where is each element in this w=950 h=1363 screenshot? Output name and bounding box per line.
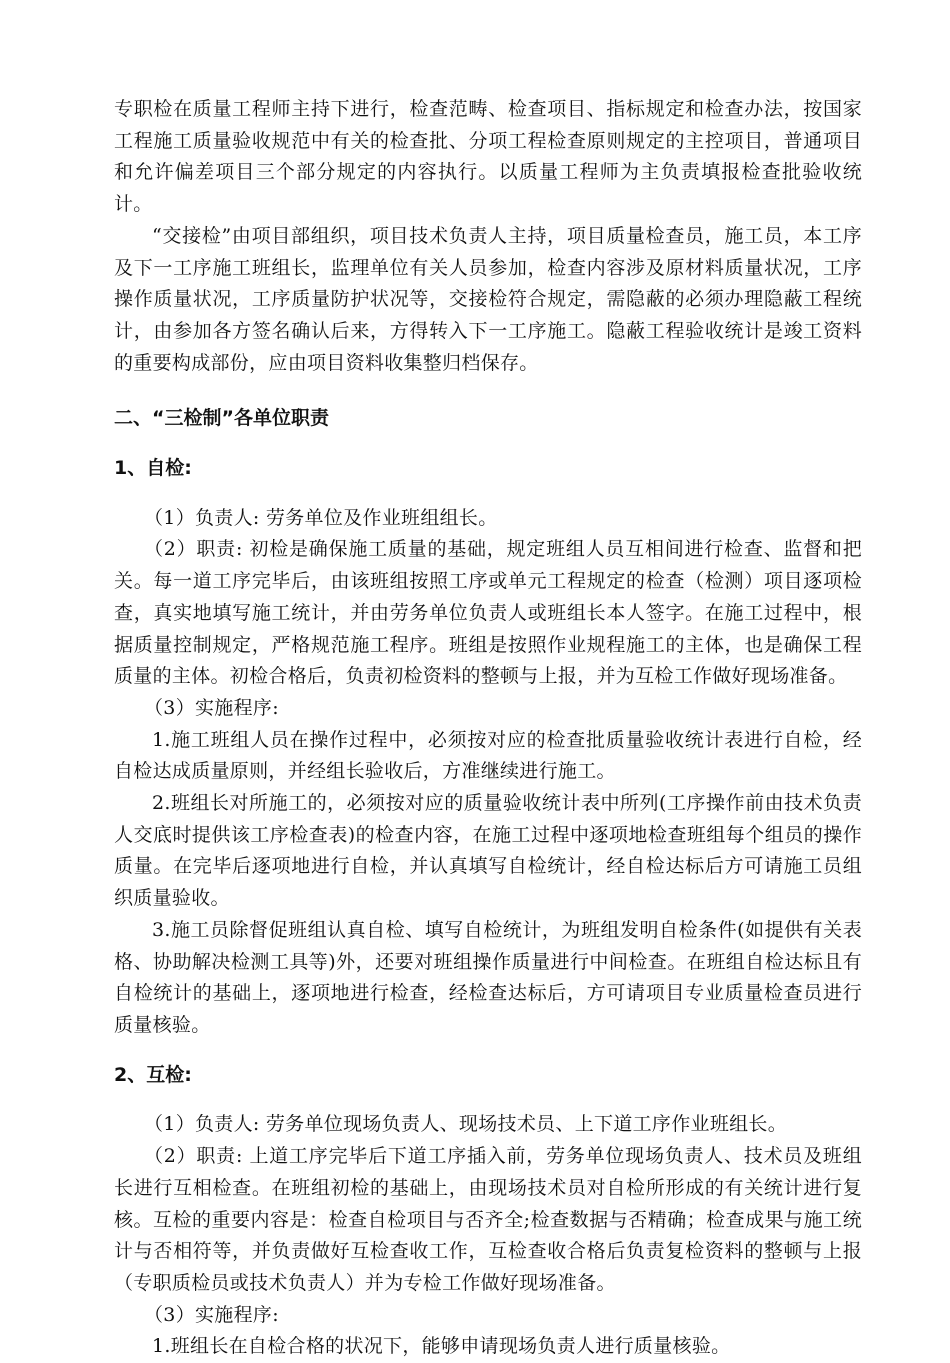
self-check-responsible: （1）负责人: 劳务单位及作业班组组长。	[144, 506, 498, 529]
mutual-check-duty: （2）职责: 上道工序完毕后下道工序插入前，劳务单位现场负责人、技术员及班组长进行互相检查。在班组初检的基础上，由现场技术员对自检所形成的有关统计进行复核。互检的重要内容是：检查自检项目与否齐全;检查数据与否精确；检查成果与施工统计与否相符等，并负责做好互检查收工作，互检查收合格后负责复检资料的整顿与上报（专职质检员或技术负责人）并为专检工作做好现场准备。	[114, 1145, 862, 1294]
spacer	[114, 435, 862, 453]
self-check-step-2: 2.班组长对所施工的，必须按对应的质量验收统计表中所列(工序操作前由技术负责人交底时提供该工序检查表)的检查内容，在施工过程中逐项地检查班组每个组员的操作质量。在完毕后逐项地进行自检，并认真填写自检统计，经自检达标后方可请施工员组织质量验收。	[114, 792, 862, 910]
self-check-procedure-label: （3）实施程序:	[144, 696, 279, 719]
paragraph-special-inspection: 专职检在质量工程师主持下进行，检查范畴、检查项目、指标规定和检查办法，按国家工程施工质量验收规范中有关的检查批、分项工程检查原则规定的主控项目，普通项目和允许偏差项目三个部分规定的内容执行。以质量工程师为主负责填报检查批验收统计。	[114, 98, 862, 216]
mutual-check-procedure-label: （3）实施程序:	[144, 1303, 279, 1326]
self-check-step-1: 1.施工班组人员在操作过程中，必须按对应的检查批质量验收统计表进行自检，经自检达成质量原则，并经组长验收后，方准继续进行施工。	[114, 728, 862, 783]
spacer	[114, 485, 862, 503]
subheading-mutual-check: 2、互检:	[114, 1063, 192, 1086]
spacer	[114, 1042, 862, 1060]
subheading-self-check: 1、自检:	[114, 457, 192, 480]
mutual-check-step-1: 1.班组长在自检合格的状况下，能够申请现场负责人进行质量核验。	[152, 1335, 731, 1358]
paragraph-handover-inspection: “交接检”由项目部组织，项目技术负责人主持，项目质量检查员，施工员，本工序及下一工序施工班组长，监理单位有关人员参加，检查内容涉及原材料质量状况，工序操作质量状况，工序质量防护状况等，交接检符合规定，需隐蔽的必须办理隐蔽工程统计，由参加各方签名确认后来，方得转入下一工序施工。隐蔽工程验收统计是竣工资料的重要构成部份，应由项目资料收集整归档保存。	[114, 224, 862, 374]
spacer	[114, 379, 862, 403]
document-body	[114, 94, 862, 1363]
mutual-check-responsible: （1）负责人: 劳务单位现场负责人、现场技术员、上下道工序作业班组长。	[144, 1113, 788, 1136]
self-check-duty: （2）职责: 初检是确保施工质量的基础，规定班组人员互相间进行检查、监督和把关。每一道工序完毕后，由该班组按照工序或单元工程规定的检查（检测）项目逐项检查，真实地填写施工统计，并由劳务单位负责人或班组长本人签字。在施工过程中，根据质量控制规定，严格规范施工程序。班组是按照作业规程施工的主体，也是确保工程质量的主体。初检合格后，负责初检资料的整顿与上报，并为互检工作做好现场准备。	[114, 538, 862, 688]
self-check-step-3: 3.施工员除督促班组认真自检、填写自检统计，为班组发明自检条件(如提供有关表格、协助解决检测工具等)外，还要对班组操作质量进行中间检查。在班组自检达标且有自检统计的基础上，逐项地进行检查，经检查达标后，方可请项目专业质量检查员进行质量核验。	[114, 918, 862, 1036]
section-heading-three-checks: 二、“三检制”各单位职责	[114, 407, 329, 430]
spacer	[114, 1091, 862, 1109]
